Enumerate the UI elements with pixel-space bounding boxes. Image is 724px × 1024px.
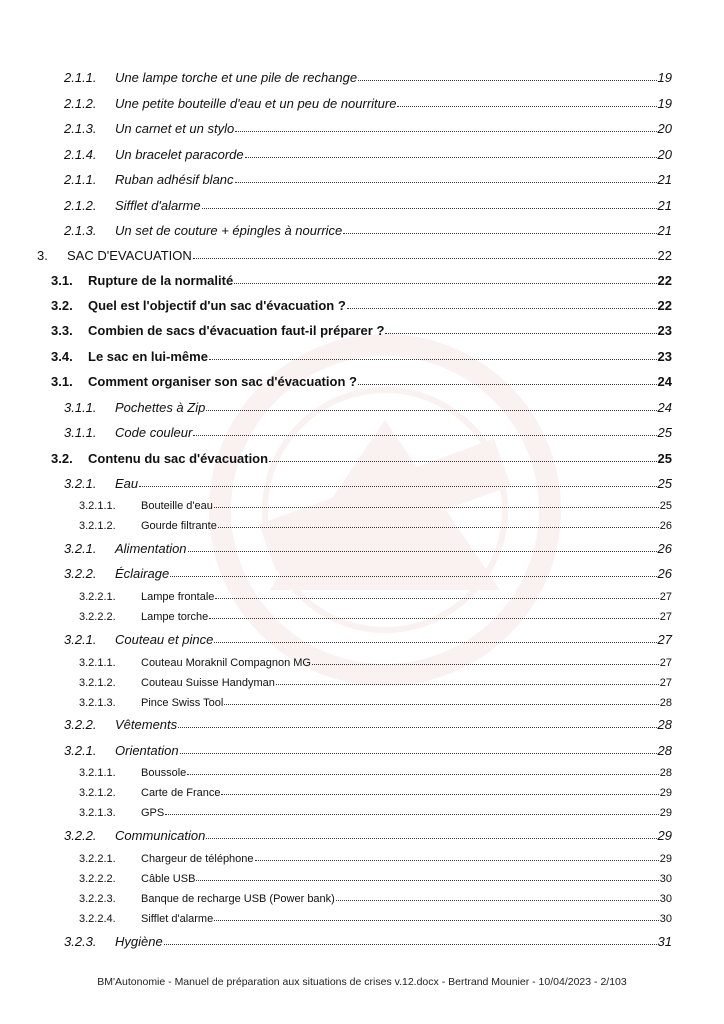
dot-leader [358,384,657,385]
toc-entry[interactable] [64,400,672,415]
toc-entry[interactable] [51,323,672,338]
toc-number: 3. [37,248,48,263]
dot-leader [180,753,657,754]
toc-page: 28 [659,697,672,709]
toc-title: Éclairage [115,566,170,581]
toc-page: 27 [659,677,672,689]
toc-title: Chargeur de téléphone [141,853,254,865]
toc-entry[interactable] [51,273,672,288]
toc-number: 2.1.1. [64,172,97,187]
dot-leader [397,106,656,107]
toc-entry[interactable] [64,96,672,111]
toc-entry[interactable] [64,743,672,758]
toc-number: 3.2.2.4. [79,913,116,925]
toc-title: Une lampe torche et une pile de rechange [115,70,358,85]
toc-title: Orientation [115,743,179,758]
toc-page: 28 [657,717,672,732]
toc-number: 3.1.1. [64,425,97,440]
toc-page: 29 [657,828,672,843]
toc-title: Hygiène [115,934,163,949]
toc-number: 3.2.1.1. [79,500,116,512]
toc-title: Comment organiser son sac d'évacuation ? [88,374,357,389]
toc-page: 25 [657,425,672,440]
toc-title: GPS [141,807,165,819]
toc-entry[interactable] [79,520,672,532]
toc-entry[interactable] [64,566,672,581]
toc-number: 3.3. [51,323,73,338]
toc-entry[interactable] [64,541,672,556]
dot-leader [139,486,656,487]
toc-title: Communication [115,828,206,843]
toc-page: 27 [659,611,672,623]
toc-entry[interactable] [37,248,672,263]
toc-title: Couteau Suisse Handyman [141,677,275,689]
toc-page: 21 [657,172,672,187]
toc-entry[interactable] [64,425,672,440]
toc-number: 3.1. [51,374,73,389]
toc-page: 19 [657,96,672,111]
toc-page: 23 [657,323,672,338]
toc-number: 3.2.2.2. [79,611,116,623]
toc-page: 29 [659,807,672,819]
dot-leader [218,527,659,528]
toc-entry[interactable] [79,893,672,905]
toc-entry[interactable] [79,767,672,779]
toc-number: 3.2.1.2. [79,787,116,799]
toc-entry[interactable] [79,807,672,819]
toc-number: 2.1.3. [64,121,97,136]
toc-entry[interactable] [64,934,672,949]
toc-title: Bouteille d'eau [141,500,213,512]
dot-leader [245,157,657,158]
toc-entry[interactable] [64,172,672,187]
toc-number: 3.1. [51,273,73,288]
toc-page: 31 [657,934,672,949]
toc-page: 20 [657,121,672,136]
toc-title: Lampe torche [141,611,209,623]
toc-title: SAC D'EVACUATION [67,248,192,263]
toc-page: 24 [657,374,672,389]
toc-number: 3.2.1.3. [79,697,116,709]
toc-page: 23 [657,349,672,364]
dot-leader [343,233,656,234]
toc-title: Couteau Moraknil Compagnon MG [141,657,311,669]
toc-title: Pince Swiss Tool [141,697,224,709]
dot-leader [385,333,656,334]
toc-page: 22 [657,273,672,288]
toc-number: 3.2.1.1. [79,767,116,779]
toc-title: Rupture de la normalité [88,273,234,288]
toc-page: 22 [657,248,672,263]
toc-number: 3.2.1.1. [79,657,116,669]
toc-number: 3.2.2. [64,566,97,581]
toc-title: Lampe frontale [141,591,215,603]
toc-page: 30 [659,873,672,885]
toc-title: Pochettes à Zip [115,400,206,415]
toc-entry[interactable] [79,657,672,669]
toc-page: 21 [657,223,672,238]
dot-leader [214,507,659,508]
toc-number: 2.1.1. [64,70,97,85]
toc-title: Eau [115,476,139,491]
toc-title: Couteau et pince [115,632,214,647]
toc-entry[interactable] [79,611,672,623]
toc-page: 30 [659,913,672,925]
toc-title: Sifflet d'alarme [115,198,201,213]
toc-title: Un bracelet paracorde [115,147,244,162]
toc-number: 3.2.3. [64,934,97,949]
toc-page: 27 [659,657,672,669]
toc-page: 19 [657,70,672,85]
dot-leader [235,131,656,132]
toc-number: 3.2. [51,298,73,313]
toc-page: 29 [659,787,672,799]
toc-page: 21 [657,198,672,213]
toc-entry[interactable] [51,349,672,364]
toc-entry[interactable] [64,717,672,732]
toc-entry[interactable] [64,223,672,238]
toc-number: 2.1.3. [64,223,97,238]
dot-leader [170,576,656,577]
toc-number: 3.2.2.1. [79,853,116,865]
toc-number: 2.1.2. [64,198,97,213]
toc-page: 26 [657,566,672,581]
dot-leader [187,774,658,775]
dot-leader [196,880,658,881]
toc-number: 3.2. [51,451,73,466]
toc-number: 3.2.1. [64,743,97,758]
toc-entry[interactable] [79,500,672,512]
toc-entry[interactable] [79,591,672,603]
dot-leader [358,80,656,81]
toc-entry[interactable] [51,451,672,466]
toc-number: 2.1.4. [64,147,97,162]
toc-page: 28 [659,767,672,779]
toc-title: Alimentation [115,541,187,556]
toc-number: 3.1.1. [64,400,97,415]
toc-entry[interactable] [79,677,672,689]
toc-title: Gourde filtrante [141,520,217,532]
toc-number: 3.2.1. [64,476,97,491]
dot-leader [206,410,656,411]
toc-number: 3.2.1.2. [79,677,116,689]
toc-title: Un set de couture + épingles à nourrice [115,223,343,238]
toc-entry[interactable] [51,298,672,313]
toc-page: 27 [659,591,672,603]
toc-title: Combien de sacs d'évacuation faut-il préparer ? [88,323,385,338]
toc-entry[interactable] [79,787,672,799]
dot-leader [215,598,658,599]
dot-leader [347,308,657,309]
dot-leader [209,359,657,360]
dot-leader [224,704,658,705]
toc-title: Câble USB [141,873,196,885]
toc-number: 2.1.2. [64,96,97,111]
dot-leader [235,182,657,183]
toc-entry[interactable] [64,828,672,843]
toc-entry[interactable] [64,198,672,213]
toc-entry[interactable] [64,121,672,136]
toc-page: 22 [657,298,672,313]
dot-leader [214,920,659,921]
toc-number: 3.2.1. [64,541,97,556]
dot-leader [234,283,656,284]
dot-leader [214,642,656,643]
dot-leader [193,258,657,259]
toc-title: Quel est l'objectif d'un sac d'évacuation ? [88,298,346,313]
toc-page: 26 [659,520,672,532]
page-footer: BM'Autonomie - Manuel de préparation aux situations de crises v.12.docx - Bertrand Mounier - 10/04/2023 - 2/103 [97,976,627,988]
toc-title: Code couleur [115,425,193,440]
toc-number: 3.2.1.3. [79,807,116,819]
toc-entry[interactable] [64,476,672,491]
toc-entry[interactable] [64,632,672,647]
dot-leader [202,208,657,209]
toc-page: 24 [657,400,672,415]
toc-title: Banque de recharge USB (Power bank) [141,893,335,905]
dot-leader [312,664,659,665]
toc-title: Vêtements [115,717,178,732]
toc-number: 3.2.2. [64,828,97,843]
toc-entry[interactable] [79,697,672,709]
toc-entry[interactable] [51,374,672,389]
toc-page: 27 [657,632,672,647]
toc-page: 25 [657,476,672,491]
toc-title: Sifflet d'alarme [141,913,214,925]
toc-number: 3.2.1.2. [79,520,116,532]
toc-entry[interactable] [79,853,672,865]
toc-page: 29 [659,853,672,865]
dot-leader [193,435,656,436]
dot-leader [221,794,658,795]
dot-leader [178,727,656,728]
dot-leader [188,551,657,552]
toc-entry[interactable] [64,147,672,162]
toc-number: 3.2.2.2. [79,873,116,885]
toc-entry[interactable] [79,873,672,885]
toc-page: 20 [657,147,672,162]
dot-leader [164,944,657,945]
toc-number: 3.2.2.1. [79,591,116,603]
toc-title: Carte de France [141,787,221,799]
toc-page: 30 [659,893,672,905]
toc-number: 3.2.2. [64,717,97,732]
toc-number: 3.4. [51,349,73,364]
toc-entry[interactable] [79,913,672,925]
toc-number: 3.2.2.3. [79,893,116,905]
toc-title: Un carnet et un stylo [115,121,235,136]
toc-title: Contenu du sac d'évacuation [88,451,269,466]
toc-title: Ruban adhésif blanc [115,172,234,187]
toc-entry[interactable] [64,70,672,85]
dot-leader [209,618,658,619]
dot-leader [165,814,659,815]
dot-leader [269,461,656,462]
toc-page: 25 [657,451,672,466]
toc-title: Une petite bouteille d'eau et un peu de nourriture [115,96,397,111]
toc-page: 28 [657,743,672,758]
toc-number: 3.2.1. [64,632,97,647]
toc-page: 25 [659,500,672,512]
dot-leader [206,838,656,839]
toc-page: 26 [657,541,672,556]
dot-leader [276,684,659,685]
dot-leader [255,860,659,861]
toc-title: Le sac en lui-même [88,349,208,364]
toc-title: Boussole [141,767,187,779]
dot-leader [336,900,659,901]
